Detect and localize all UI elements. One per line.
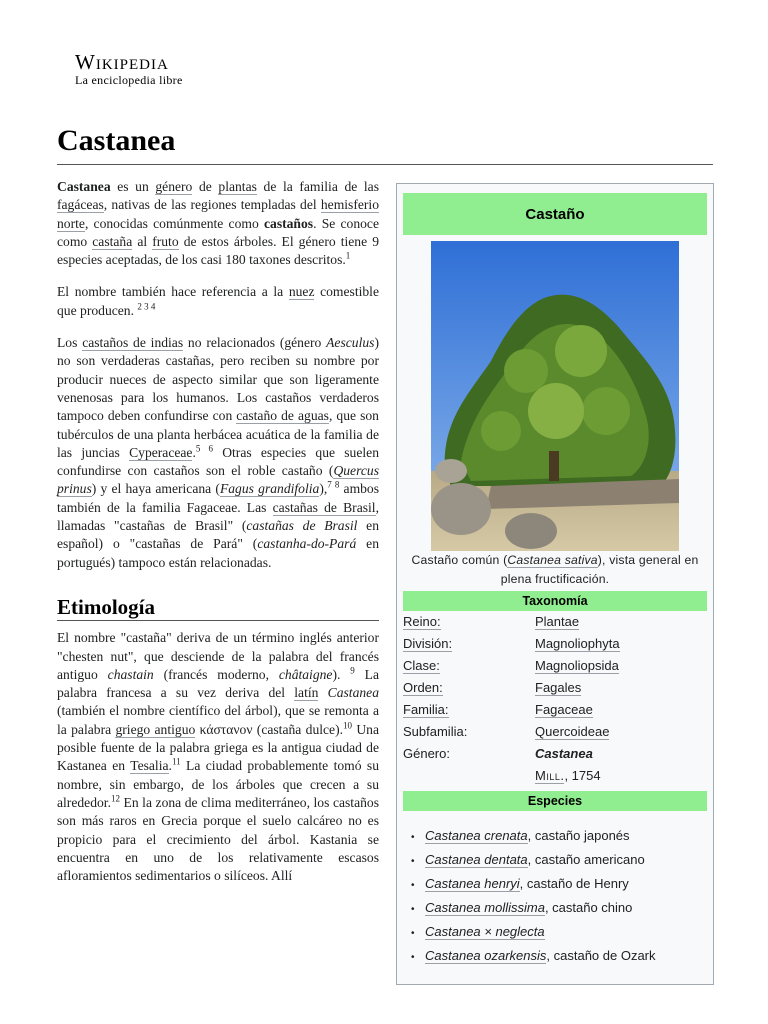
- paragraph-3: [57, 334, 379, 572]
- taxonomy-value: [535, 633, 707, 655]
- link-taxon[interactable]: Fagales: [535, 680, 582, 695]
- link-taxon[interactable]: Quercoideae: [535, 724, 610, 739]
- text: comestible que producen.: [57, 284, 379, 318]
- logo-wordmark: Wikipedia: [75, 50, 169, 74]
- taxonomy-row: [397, 633, 713, 655]
- reference[interactable]: 11: [171, 756, 181, 767]
- species-name: Castanea dentata: [425, 852, 528, 867]
- list-item: [411, 921, 713, 945]
- reference[interactable]: 5 6: [195, 443, 213, 454]
- list-item: [411, 945, 713, 969]
- text: es un: [110, 179, 156, 194]
- paragraph-2: [57, 283, 379, 320]
- text: al: [132, 233, 153, 249]
- link-taxon[interactable]: Plantae: [535, 614, 580, 629]
- link-authority[interactable]: Mill.: [535, 768, 565, 783]
- text: En la zona de clima mediterráneo, los castaños son más raros en Grecia porque el suelo calcáreo no es propicio para el crecimiento del árbol. Kastania se encuentra en uno de los relativamente escasos afloramientos sedimentarios o silíceos. Allí: [57, 794, 379, 884]
- etymology-paragraph: [57, 629, 379, 885]
- link-tesalia[interactable]: Tesalia: [130, 758, 169, 774]
- taxonomy-value: [535, 611, 707, 633]
- link-hemisferio-norte[interactable]: hemisferio norte: [57, 197, 379, 231]
- text: ) no son verdaderas castañas, pero reciben su nombre por producir nueces de aspecto similar que son ligeramente venenosas para los humanos. Los castaños verdaderos tampoco deben confundirse con: [57, 335, 379, 424]
- link-species[interactable]: [425, 828, 528, 844]
- text: .: [168, 758, 172, 774]
- italic-term: Fagus grandifolia: [219, 481, 320, 497]
- link-castanos-de-indias[interactable]: castaños de indias: [82, 335, 184, 351]
- species-list: [397, 825, 713, 969]
- authority-year: , 1754: [564, 768, 601, 783]
- link-castano-de-aguas[interactable]: castaño de aguas: [236, 408, 329, 424]
- text: κάστανον (castaña dulce).: [195, 721, 344, 737]
- text: La palabra francesa a su vez deriva del: [57, 666, 379, 701]
- taxonomy-row: [397, 655, 713, 677]
- link-fruto[interactable]: fruto: [152, 233, 179, 249]
- text: (también el nombre científico del árbol), que se remonta a la palabra: [57, 703, 379, 737]
- species-header: Especies: [403, 791, 707, 811]
- link-nuez[interactable]: nuez: [288, 284, 315, 300]
- species-common: , castaño de Ozark: [546, 948, 656, 963]
- reference[interactable]: 7 8: [327, 479, 340, 490]
- link-cyperaceae[interactable]: Cyperaceae: [129, 444, 193, 460]
- taxonomy-key: [403, 655, 535, 677]
- caption-italic: Castanea sativa: [507, 553, 598, 567]
- link-taxon-rank[interactable]: Familia:: [403, 702, 449, 717]
- page-title: Castanea: [57, 124, 176, 157]
- text: ) y el haya americana (: [91, 481, 220, 497]
- link-castana[interactable]: castaña: [92, 233, 133, 249]
- infobox-title: Castaño: [403, 193, 707, 235]
- text: El nombre también hace referencia a la: [57, 284, 289, 300]
- caption-text: ), vista general en plena fructificación.: [500, 553, 699, 586]
- link-fagus-grandifolia[interactable]: [220, 481, 319, 497]
- reference[interactable]: 12: [110, 793, 120, 804]
- taxonomy-row: [397, 699, 713, 721]
- species-name: Castanea ozarkensis: [425, 948, 547, 963]
- taxonomy-value: [535, 721, 707, 743]
- text: [318, 685, 327, 700]
- caption-text: Castaño común (: [411, 553, 508, 567]
- list-item: [411, 897, 713, 921]
- species-common: , castaño de Henry: [519, 876, 629, 891]
- text: , nativas de las regiones templadas del: [103, 197, 321, 213]
- taxonomy-header: Taxonomía: [403, 591, 707, 611]
- link-latin[interactable]: latín: [294, 685, 319, 701]
- taxonomy-value: [535, 699, 707, 721]
- link-species[interactable]: [425, 948, 546, 964]
- text: Otras especies que suelen confundirse con castaños son el roble castaño (: [57, 444, 379, 479]
- italic-term: Quercus prinus: [57, 463, 379, 497]
- genus-name: Castanea: [535, 746, 593, 761]
- text: El nombre "castaña" deriva de un término inglés anterior "chesten nut", que desciende de la palabra del francés antiguo: [57, 630, 379, 682]
- italic-term: castañas de Brasil: [246, 518, 358, 534]
- link-taxon-rank[interactable]: División:: [403, 636, 453, 651]
- species-name: Castanea crenata: [425, 828, 528, 843]
- italic-term: Aesculus: [326, 335, 375, 351]
- intro-paragraph: [57, 178, 379, 269]
- list-item: [411, 825, 713, 849]
- reference[interactable]: 10: [343, 720, 353, 731]
- link-species[interactable]: [425, 924, 545, 940]
- text: no relacionados (género: [183, 335, 327, 351]
- taxonomy-value: [535, 743, 707, 787]
- link-taxon[interactable]: Fagaceae: [535, 702, 593, 717]
- text: en español) o "castañas de Pará" (: [57, 518, 379, 552]
- link-fagaceas[interactable]: fagáceas: [57, 197, 104, 213]
- taxonomy-value: [535, 677, 707, 699]
- italic-term: Castanea: [327, 685, 379, 701]
- species-common: , castaño americano: [527, 852, 645, 867]
- wikipedia-logo[interactable]: [75, 50, 183, 88]
- italic-term: castanha-do-Pará: [257, 536, 357, 552]
- link-plantas[interactable]: plantas: [218, 179, 257, 194]
- text: , que son tubérculos de una planta herbácea acuática de la familia de las juncias: [57, 408, 379, 460]
- link-taxon[interactable]: Magnoliopsida: [535, 658, 619, 673]
- text: de: [192, 179, 219, 194]
- italic-term: châtaigne: [278, 666, 333, 682]
- text: . Se conoce como: [57, 215, 379, 249]
- link-species[interactable]: [425, 852, 528, 868]
- text: ),: [319, 481, 328, 497]
- taxonomy-key: [403, 677, 535, 699]
- chestnut-tree-photo[interactable]: [431, 241, 679, 551]
- taxonomy-key: [403, 699, 535, 721]
- bold-term: castaños: [263, 215, 314, 231]
- taxonomy-row: [397, 721, 713, 743]
- taxonomy-row: [397, 743, 713, 787]
- link-taxon[interactable]: Magnoliophyta: [535, 636, 620, 651]
- link-species[interactable]: [425, 876, 520, 892]
- text: de estos árboles. El género tiene 9 especies aceptadas, de los casi 180 taxones descritos.: [57, 233, 379, 268]
- link-griego-antiguo[interactable]: griego antiguo: [115, 721, 196, 737]
- link-taxon-rank[interactable]: Reino:: [403, 614, 441, 629]
- title-divider: [57, 164, 713, 165]
- link-genero[interactable]: género: [155, 179, 193, 194]
- link-castanas-de-brasil[interactable]: castañas de Brasil: [272, 499, 376, 515]
- logo-tagline: La enciclopedia libre: [75, 73, 183, 87]
- species-common: , castaño chino: [544, 900, 633, 915]
- taxonomy-key: [403, 611, 535, 633]
- text: ambos también de la familia Fagaceae. Las: [57, 481, 380, 515]
- infobox: [396, 183, 714, 985]
- taxonomy-row: [397, 677, 713, 699]
- text: en portugués) tampoco están relacionadas.: [57, 536, 379, 570]
- bold-term: Castanea: [57, 179, 111, 194]
- species-name: Castanea × neglecta: [425, 924, 545, 939]
- image-caption: [405, 551, 705, 589]
- taxonomy-key: Subfamilia:: [403, 724, 468, 739]
- article-body: [57, 178, 379, 899]
- taxonomy-value: [535, 655, 707, 677]
- list-item: [411, 873, 713, 897]
- link-castanea-sativa[interactable]: [507, 553, 597, 568]
- species-common: , castaño japonés: [527, 828, 630, 843]
- italic-term: chastain: [107, 666, 154, 682]
- reference[interactable]: 1: [345, 250, 351, 261]
- text: , llamadas "castañas de Brasil" (: [57, 499, 379, 534]
- reference[interactable]: 2 3 4: [137, 301, 156, 312]
- section-heading-etimologia: Etimología: [57, 598, 379, 621]
- text: de la familia de las: [256, 179, 379, 194]
- species-name: Castanea mollissima: [425, 900, 545, 915]
- text: ).: [332, 666, 351, 682]
- taxonomy-key: Género:: [403, 746, 450, 761]
- link-species[interactable]: [425, 900, 545, 916]
- link-taxon-rank[interactable]: Clase:: [403, 658, 440, 673]
- link-taxon-rank[interactable]: Orden:: [403, 680, 443, 695]
- text: (francés moderno,: [153, 666, 279, 682]
- reference[interactable]: 9: [350, 665, 355, 676]
- taxonomy-row: [397, 611, 713, 633]
- text: Los: [57, 335, 83, 351]
- taxonomy-key: [403, 633, 535, 655]
- list-item: [411, 849, 713, 873]
- text: Una posible fuente de la palabra griega es la antigua ciudad de Kastanea en: [57, 721, 379, 774]
- text: , conocidas comúnmente como: [84, 215, 264, 231]
- species-name: Castanea henryi: [425, 876, 520, 891]
- text: .: [192, 444, 196, 460]
- text: La ciudad probablemente tomó su nombre, sin embargo, de los árboles que crecen a su alrededor.: [57, 758, 379, 810]
